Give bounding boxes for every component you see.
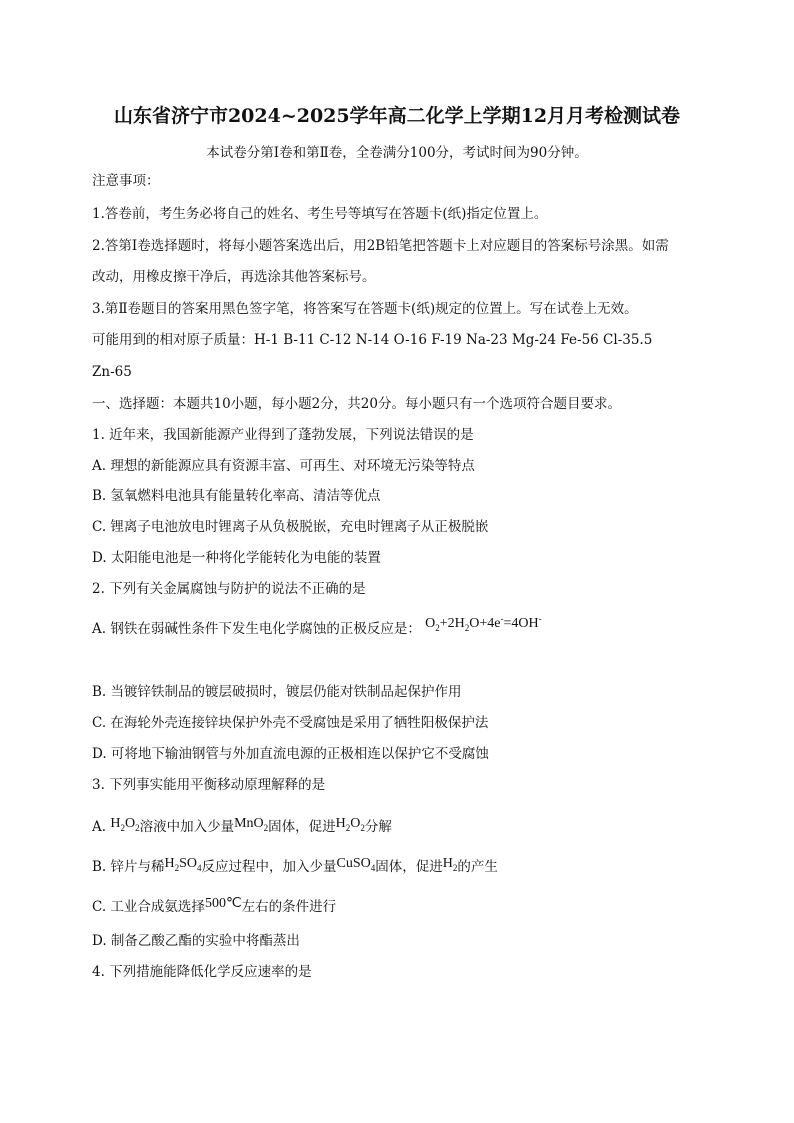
cuso4-formula: CuSO$_4$ (336, 856, 376, 873)
notice-item-2: 2.答第Ⅰ卷选择题时，将每小题答案选出后，用2B铅笔把答题卡上对应题目的答案标号涂黑。如需 (92, 238, 669, 254)
q3-option-a: A. $H_2O_2$溶液中加入少量MnO$_2$固体，促进$H_2O_2$分解 (92, 816, 392, 835)
h2so4-formula: $H_2SO_4$ (164, 856, 202, 873)
atomic-masses-line-2: Zn-65 (92, 364, 132, 380)
notice-heading: 注意事项： (92, 173, 160, 189)
q1-option-c: C. 锂离子电池放电时锂离子从负极脱嵌，充电时锂离子从正极脱嵌 (92, 519, 489, 535)
q2-option-b: B. 当镀锌铁制品的镀层破损时，镀层仍能对铁制品起保护作用 (92, 684, 462, 700)
q2-formula: $O_2+2H_2O+4e^-=4OH^-$ (425, 613, 542, 633)
notice-item-3: 3.第Ⅱ卷题目的答案用黑色签字笔，将答案写在答题卡(纸)规定的位置上。写在试卷上无效。 (92, 301, 638, 317)
q1-option-d: D. 太阳能电池是一种将化学能转化为电能的装置 (92, 550, 381, 566)
mno2-formula: MnO$_2$ (234, 816, 269, 833)
atomic-masses-line-1: 可能用到的相对原子质量：H-1 B-11 C-12 N-14 O-16 F-19 Na-23 Mg-24 Fe-56 Cl-35.5 (92, 332, 653, 348)
q1-stem: 1. 近年来，我国新能源产业得到了蓬勃发展，下列说法错误的是 (92, 427, 474, 443)
q3-option-c: C. 工业合成氨选择500℃左右的条件进行 (92, 896, 337, 915)
h2o2-formula: $H_2O_2$ (110, 816, 140, 833)
q2-stem: 2. 下列有关金属腐蚀与防护的说法不正确的是 (92, 581, 366, 597)
h2o2-formula-2: $H_2O_2$ (335, 816, 365, 833)
q1-option-b: B. 氢氧燃料电池具有能量转化率高、清洁等优点 (92, 488, 381, 504)
q2-option-a (92, 613, 542, 639)
section-1-heading: 一、选择题：本题共10小题，每小题2分，共20分。每小题只有一个选项符合题目要求。 (92, 396, 621, 412)
q2-option-a-text: A. 钢铁在弱碱性条件下发生电化学腐蚀的正极反应是： (92, 621, 421, 637)
q2-option-d: D. 可将地下输油钢管与外加直流电源的正极相连以保护它不受腐蚀 (92, 746, 489, 762)
q4-stem: 4. 下列措施能降低化学反应速率的是 (92, 964, 312, 980)
temperature-value: 500℃ (204, 896, 242, 911)
q1-option-a: A. 理想的新能源应具有资源丰富、可再生、对环境无污染等特点 (92, 458, 475, 474)
notice-item-1: 1.答卷前，考生务必将自己的姓名、考生号等填写在答题卡(纸)指定位置上。 (92, 206, 548, 222)
h2-formula: $H_2$ (442, 856, 458, 873)
q3-option-d: D. 制备乙酸乙酯的实验中将酯蒸出 (92, 933, 300, 949)
notice-item-2-cont: 改动，用橡皮擦干净后，再选涂其他答案标号。 (92, 269, 376, 285)
q2-option-c: C. 在海轮外壳连接锌块保护外壳不受腐蚀是采用了牺牲阳极保护法 (92, 715, 489, 731)
exam-subtitle: 本试卷分第Ⅰ卷和第Ⅱ卷，全卷满分100分，考试时间为90分钟。 (206, 145, 588, 161)
q3-option-b: B. 锌片与稀$H_2SO_4$反应过程中，加入少量CuSO$_4$固体，促进$H_2$的产生 (92, 856, 498, 875)
q3-stem: 3. 下列事实能用平衡移动原理解释的是 (92, 777, 326, 793)
page-title: 山东省济宁市2024~2025学年高二化学上学期12月月考检测试卷 (113, 105, 681, 127)
